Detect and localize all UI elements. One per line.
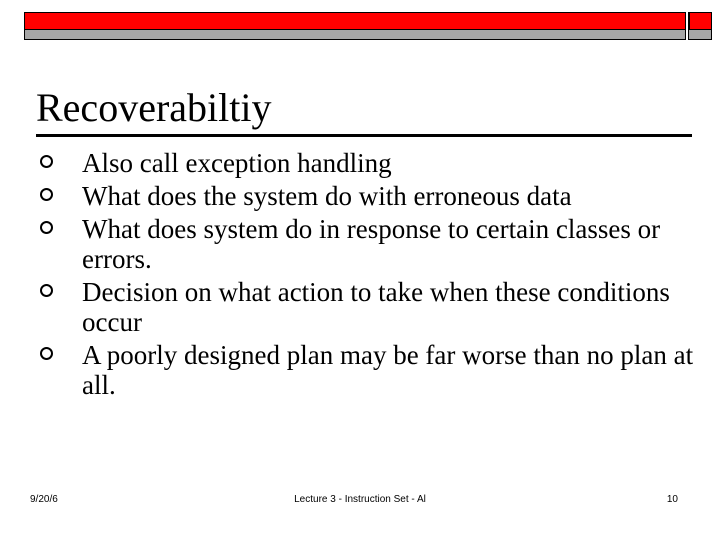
bullet-item [36, 340, 696, 400]
slide-title: Recoverabiltiy [36, 85, 272, 130]
bullet-text: A poorly designed plan may be far worse than no plan at all. [82, 340, 694, 400]
bullet-text: What does system do in response to certain classes or errors. [82, 214, 661, 274]
top-bar-red-stripe [24, 12, 686, 30]
bullet-text: Also call exception handling [82, 148, 392, 178]
top-bar-end-red [688, 12, 712, 30]
top-bar-end-block [688, 12, 712, 40]
top-decorative-bar [24, 12, 688, 40]
footer-lecture-title: Lecture 3 - Instruction Set - Al [294, 494, 426, 505]
bullet-text: Decision on what action to take when these conditions occur [82, 277, 670, 337]
top-bar-gray-stripe [24, 30, 686, 40]
hollow-circle-bullet-icon [40, 188, 53, 201]
bullet-list [36, 148, 696, 403]
hollow-circle-bullet-icon [40, 155, 53, 168]
bullet-item [36, 181, 696, 211]
footer-page-number: 10 [666, 494, 678, 505]
title-underline [36, 134, 692, 137]
hollow-circle-bullet-icon [40, 221, 53, 234]
top-bar-end-gray [688, 30, 712, 40]
hollow-circle-bullet-icon [40, 284, 53, 297]
footer-date: 9/20/6 [30, 494, 58, 505]
bullet-item [36, 277, 696, 337]
bullet-text: What does the system do with erroneous data [82, 181, 572, 211]
hollow-circle-bullet-icon [40, 347, 53, 360]
bullet-item [36, 214, 696, 274]
bullet-item [36, 148, 696, 178]
